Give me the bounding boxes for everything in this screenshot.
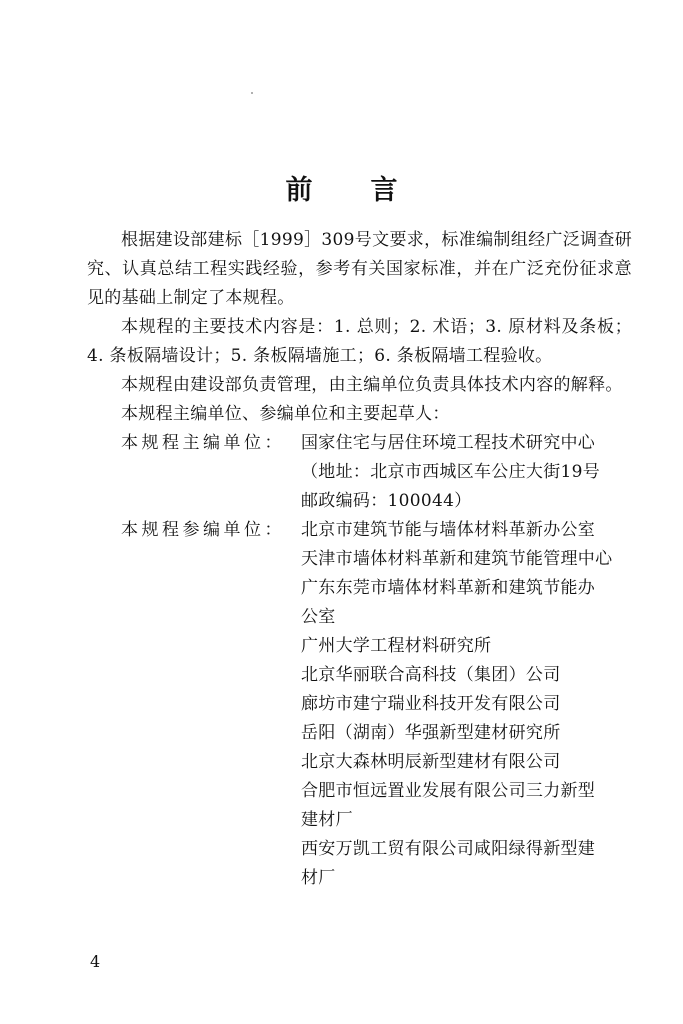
participating-unit-line: 天津市墙体材料革新和建筑节能管理中心 (301, 549, 613, 569)
participating-unit-line: 公室 (301, 607, 336, 627)
scan-speck (251, 92, 253, 94)
participating-unit-line: 岳阳（湖南）华强新型建材研究所 (301, 723, 561, 743)
paragraph-basis: 根据建设部建标［1999］309号文要求，标准编制组经广泛调查研究、认真总结工程实践经验，参考有关国家标准，并在广泛充份征求意见的基础上制定了本规程。 (87, 230, 632, 308)
participating-unit-line: 廊坊市建宁瑞业科技开发有限公司 (301, 694, 561, 714)
chief-unit-line: 邮政编码：100044） (301, 491, 472, 511)
preface-body (87, 226, 632, 893)
participating-unit-line: 广州大学工程材料研究所 (301, 636, 492, 656)
participating-units-lines (301, 516, 632, 893)
participating-unit-line: 广东东莞市墙体材料革新和建筑节能办 (301, 578, 596, 598)
participating-unit-line: 北京华丽联合高科技（集团）公司 (301, 665, 561, 685)
page-number: 4 (90, 952, 101, 971)
paragraph-management: 本规程由建设部负责管理，由主编单位负责具体技术内容的解释。 (121, 375, 623, 395)
participating-units-label: 本规程参编单位： (121, 520, 285, 540)
units-intro: 本规程主编单位、参编单位和主要起草人： (121, 404, 450, 424)
participating-units-block (87, 516, 632, 893)
participating-unit-line: 材厂 (301, 868, 336, 888)
chief-unit-line: （地址：北京市西城区车公庄大街19号 (301, 462, 601, 482)
participating-unit-line: 北京大森林明辰新型建材有限公司 (301, 752, 561, 772)
participating-unit-line: 建材厂 (301, 810, 353, 830)
participating-unit-line: 西安万凯工贸有限公司咸阳绿得新型建 (301, 839, 596, 859)
participating-unit-line: 合肥市恒远置业发展有限公司三力新型 (301, 781, 596, 801)
paragraph-contents: 本规程的主要技术内容是：1. 总则；2. 术语；3. 原材料及条板；4. 条板隔墙设计；5. 条板隔墙施工；6. 条板隔墙工程验收。 (87, 317, 632, 366)
page-title: 前言 (285, 175, 456, 207)
chief-unit-lines (301, 429, 632, 516)
chief-unit-label: 本规程主编单位： (121, 433, 285, 453)
participating-unit-line: 北京市建筑节能与墙体材料革新办公室 (301, 520, 596, 540)
chief-unit-block (87, 429, 632, 516)
chief-unit-line: 国家住宅与居住环境工程技术研究中心 (301, 433, 596, 453)
